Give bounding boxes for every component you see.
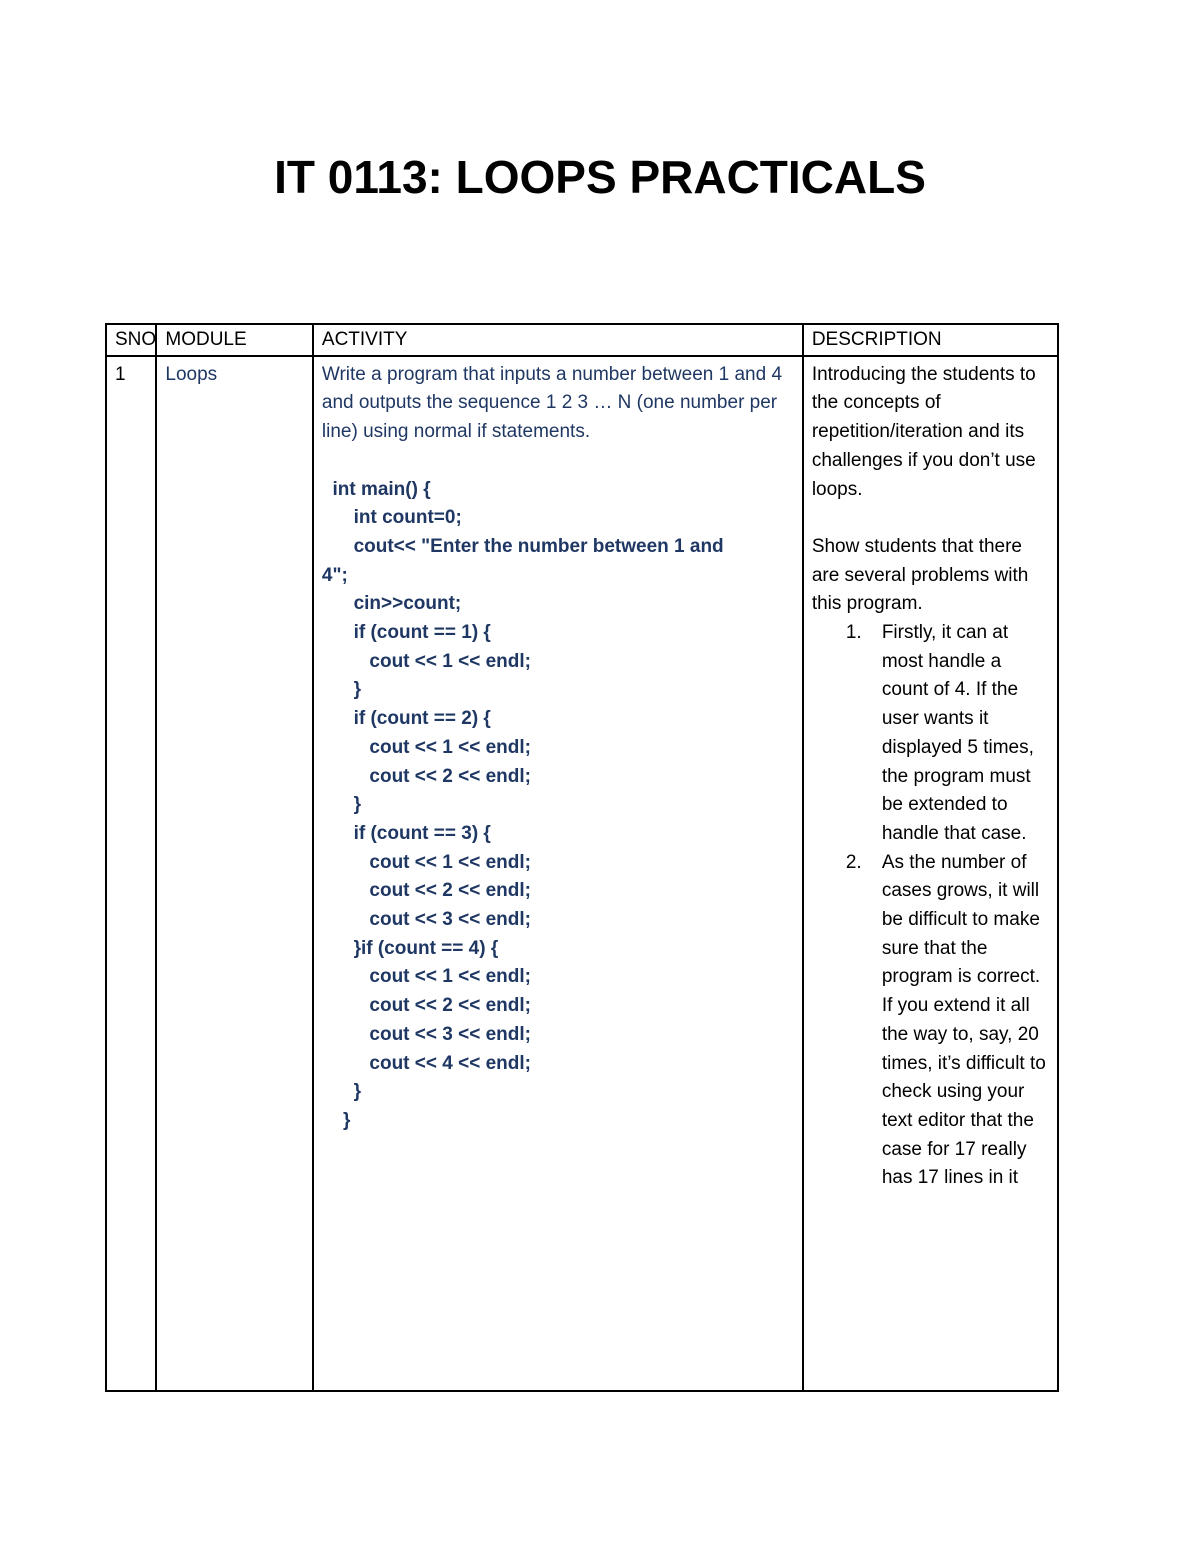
code-line: cout<< "Enter the number between 1 and	[321, 535, 724, 557]
page-title: IT 0113: LOOPS PRACTICALS	[274, 151, 926, 203]
header-sno: SNO	[106, 324, 156, 356]
list-item-text: Firstly, it can at most handle a count of 4. If the user wants it displayed 5 times, the program must be extended to handle that case.	[881, 622, 1034, 844]
cell-activity	[313, 356, 803, 1391]
list-item-text: As the number of cases grows, it will be difficult to make sure that the program is correct. If you extend it all the way to, say, 20 times, it’s difficult to check using your text editor that the case for 17 really has 17 lines in it	[881, 851, 1046, 1189]
header-description: DESCRIPTION	[803, 324, 1058, 356]
code-line: cout << 4 << endl;	[321, 1052, 531, 1074]
description-show: Show students that there are several problems with this program.	[811, 535, 1029, 615]
list-item	[812, 849, 1049, 1193]
code-line: if (count == 2) {	[321, 708, 491, 730]
code-line: int count=0;	[321, 507, 462, 529]
code-line: cout << 1 << endl;	[321, 851, 531, 873]
code-line: }if (count == 4) {	[321, 937, 499, 959]
code-line: if (count == 3) {	[321, 822, 491, 844]
header-activity: ACTIVITY	[313, 324, 803, 356]
code-line: cout << 3 << endl;	[321, 1023, 531, 1045]
code-line: }	[321, 1081, 361, 1103]
code-block	[322, 476, 794, 1136]
code-line: cout << 2 << endl;	[321, 995, 531, 1017]
code-line: cout << 1 << endl;	[321, 736, 531, 758]
code-line: cout << 2 << endl;	[321, 765, 531, 787]
loops-practicals-table	[105, 323, 1059, 1392]
table-header-row	[106, 324, 1058, 356]
code-line: cout << 2 << endl;	[321, 880, 531, 902]
code-line: cout << 1 << endl;	[321, 966, 531, 988]
code-line: }	[321, 1109, 351, 1131]
code-line: }	[321, 679, 361, 701]
code-line: if (count == 1) {	[321, 622, 491, 644]
table-row	[106, 356, 1058, 1391]
cell-module: Loops	[156, 356, 313, 1391]
code-line: cout << 3 << endl;	[321, 909, 531, 931]
activity-text: Write a program that inputs a number between 1 and 4 and outputs the sequence 1 2 3 … N (one number per line) using normal if statements.	[321, 363, 783, 443]
code-line: cout << 1 << endl;	[321, 650, 531, 672]
description-intro: Introducing the students to the concepts of repetition/iteration and its challenges if you don’t use loops.	[811, 363, 1036, 500]
cell-description	[803, 356, 1058, 1391]
list-item	[812, 619, 1049, 849]
list-number: 2.	[845, 851, 862, 873]
code-line: int main() {	[321, 478, 431, 500]
code-line: 4";	[321, 564, 348, 586]
cell-sno: 1	[106, 356, 156, 1391]
code-line: }	[321, 794, 361, 816]
description-list	[812, 619, 1049, 1193]
list-number: 1.	[845, 622, 862, 644]
header-module: MODULE	[156, 324, 313, 356]
code-line: cin>>count;	[321, 593, 462, 615]
